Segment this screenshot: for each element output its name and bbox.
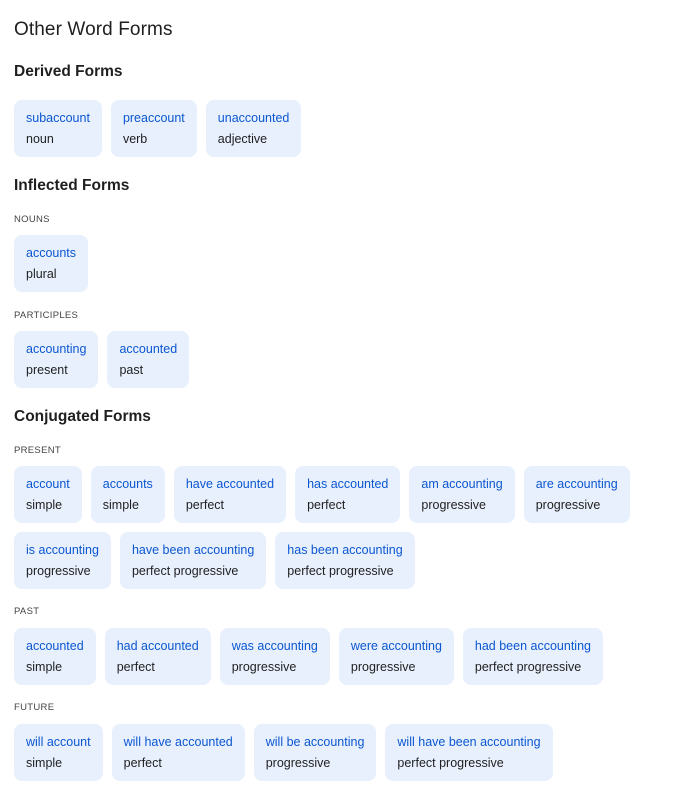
- word-chip-were-accounting[interactable]: [339, 628, 454, 685]
- chip-form: adjective: [217, 132, 268, 146]
- word-chip-have-been-accounting[interactable]: [120, 532, 266, 589]
- chip-form: past: [119, 363, 144, 377]
- chip-form: perfect: [123, 756, 162, 770]
- word-chip-has-been-accounting[interactable]: [275, 532, 414, 589]
- nouns-row: [14, 235, 88, 292]
- inflected-forms-heading: Inflected Forms: [14, 177, 130, 194]
- chip-word: accounted: [119, 342, 178, 356]
- chip-word: unaccounted: [217, 111, 290, 125]
- word-chip-accounts[interactable]: [14, 235, 88, 292]
- word-chip-accounted[interactable]: [107, 331, 189, 388]
- chip-word: have been accounting: [131, 543, 255, 557]
- chip-word: accounting: [26, 342, 87, 356]
- chip-word: account: [26, 477, 70, 491]
- present-row-2: [14, 532, 415, 589]
- present-row-1: [14, 466, 630, 523]
- word-chip-account[interactable]: [14, 466, 82, 523]
- chip-form: simple: [26, 756, 63, 770]
- chip-form: perfect progressive: [474, 660, 582, 674]
- chip-word: am accounting: [421, 477, 503, 491]
- present-label: PRESENT: [14, 445, 61, 456]
- derived-forms-heading: Derived Forms: [14, 63, 123, 80]
- word-chip-accounting[interactable]: [14, 331, 98, 388]
- chip-word: had accounted: [116, 639, 199, 653]
- chip-word: preaccount: [122, 111, 185, 125]
- word-chip-have-accounted[interactable]: [174, 466, 286, 523]
- derived-forms-row: [14, 100, 301, 157]
- chip-word: accounted: [26, 639, 84, 653]
- chip-word: were accounting: [350, 639, 442, 653]
- chip-word: accounts: [102, 477, 153, 491]
- word-chip-was-accounting[interactable]: [220, 628, 330, 685]
- page-title: Other Word Forms: [14, 19, 173, 40]
- participles-label: PARTICIPLES: [14, 310, 79, 321]
- chip-word: will be accounting: [265, 735, 365, 749]
- word-chip-unaccounted[interactable]: [206, 100, 302, 157]
- participles-row: [14, 331, 189, 388]
- word-chip-had-been-accounting[interactable]: [463, 628, 603, 685]
- future-label: FUTURE: [14, 702, 55, 713]
- chip-form: perfect progressive: [131, 564, 239, 578]
- past-row: [14, 628, 603, 685]
- conjugated-forms-heading: Conjugated Forms: [14, 408, 151, 425]
- chip-form: progressive: [350, 660, 416, 674]
- word-chip-will-account[interactable]: [14, 724, 103, 781]
- chip-form: plural: [26, 267, 57, 281]
- chip-word: has been accounting: [287, 543, 403, 557]
- chip-form: verb: [122, 132, 148, 146]
- chip-form: noun: [26, 132, 54, 146]
- word-chip-subaccount[interactable]: [14, 100, 102, 157]
- word-chip-is-accounting[interactable]: [14, 532, 111, 589]
- chip-word: is accounting: [26, 543, 99, 557]
- chip-word: had been accounting: [474, 639, 591, 653]
- past-label: PAST: [14, 606, 40, 617]
- chip-word: was accounting: [231, 639, 318, 653]
- chip-form: perfect: [116, 660, 155, 674]
- chip-word: will have been accounting: [397, 735, 541, 749]
- word-chip-accounted-past[interactable]: [14, 628, 96, 685]
- word-chip-am-accounting[interactable]: [409, 466, 514, 523]
- nouns-label: NOUNS: [14, 214, 50, 225]
- chip-form: simple: [26, 498, 63, 512]
- chip-word: subaccount: [26, 111, 90, 125]
- chip-form: progressive: [265, 756, 331, 770]
- chip-word: will have accounted: [123, 735, 233, 749]
- chip-form: present: [26, 363, 68, 377]
- chip-form: progressive: [535, 498, 601, 512]
- chip-word: have accounted: [185, 477, 275, 491]
- chip-form: simple: [26, 660, 63, 674]
- chip-form: perfect: [185, 498, 225, 512]
- word-chip-will-have-accounted[interactable]: [112, 724, 245, 781]
- word-chip-are-accounting[interactable]: [524, 466, 630, 523]
- chip-form: perfect: [307, 498, 346, 512]
- word-chip-will-have-been-accounting[interactable]: [385, 724, 552, 781]
- chip-form: progressive: [26, 564, 91, 578]
- chip-form: perfect progressive: [287, 564, 394, 578]
- chip-word: has accounted: [307, 477, 389, 491]
- chip-word: will account: [26, 735, 91, 749]
- word-chip-will-be-accounting[interactable]: [254, 724, 377, 781]
- word-chip-has-accounted[interactable]: [295, 466, 400, 523]
- chip-form: perfect progressive: [397, 756, 504, 770]
- future-row: [14, 724, 553, 781]
- chip-word: are accounting: [535, 477, 618, 491]
- word-chip-had-accounted[interactable]: [105, 628, 211, 685]
- chip-form: simple: [102, 498, 139, 512]
- word-chip-preaccount[interactable]: [111, 100, 197, 157]
- chip-form: progressive: [421, 498, 487, 512]
- chip-word: accounts: [26, 246, 77, 260]
- word-chip-accounts-present[interactable]: [91, 466, 165, 523]
- chip-form: progressive: [231, 660, 297, 674]
